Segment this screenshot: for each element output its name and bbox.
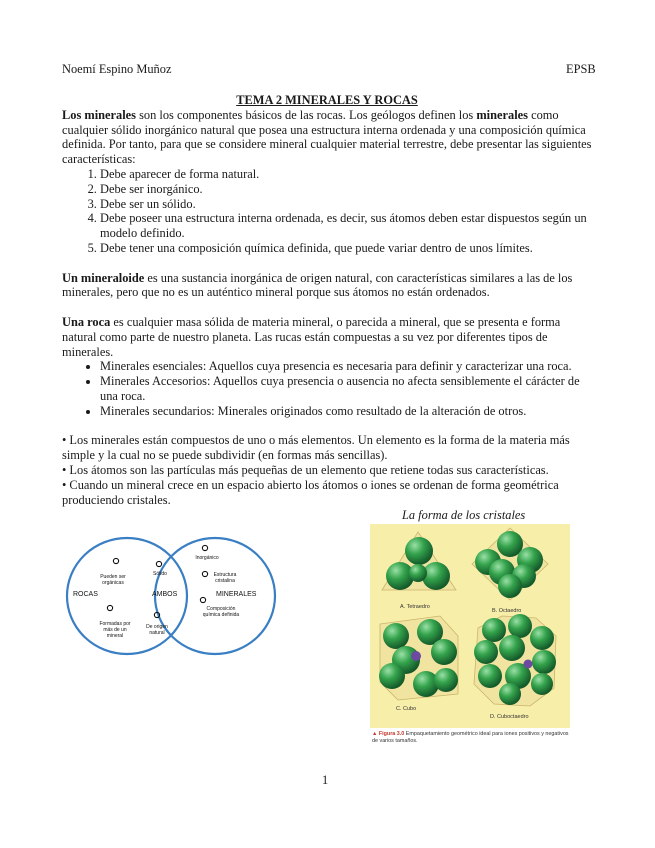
- crystal-label: D. Cuboctaedro: [490, 714, 529, 720]
- mineral-types-list: [62, 359, 592, 418]
- venn-right-item: Inorgánico: [195, 555, 219, 561]
- venn-label-ambos: AMBOS: [152, 591, 178, 598]
- list-item: 1. Debe aparecer de forma natural.: [100, 167, 592, 182]
- list-item: 4. Debe poseer una estructura interna ordenada, es decir, sus átomos deben estar dispuestos según un modelo definido.: [100, 211, 592, 241]
- venn-marker: [202, 571, 207, 576]
- venn-center-item: Sólido: [153, 571, 167, 577]
- document-body: [62, 93, 592, 507]
- intro-text-1: son los componentes básicos de las rocas. Los geólogos definen los: [136, 107, 477, 122]
- intro-paragraph: [62, 108, 592, 167]
- list-item: • Minerales Accesorios: Aquellos cuya presencia o ausencia no afecta sensiblemente el cárácter de una roca.: [100, 374, 592, 404]
- venn-text-line: más de un: [103, 627, 127, 633]
- mineraloid-text: es una sustancia inorgánica de origen natural, con características similares a las de los minerales, pero que no es un auténtico mineral porque sus átomos no están ordenados.: [62, 270, 573, 300]
- venn-diagram: [65, 533, 290, 663]
- header-author: Noemí Espino Muñoz: [62, 62, 172, 76]
- venn-marker: [200, 597, 205, 602]
- crystal-figure: [370, 524, 570, 728]
- rock-paragraph: [62, 315, 592, 359]
- crystal-cube: [379, 616, 458, 700]
- crystal-illustration: [370, 524, 570, 728]
- caption-text: Empaquetamiento geométrico ideal para iones positivos y negativos de varios tamaños.: [372, 731, 569, 744]
- list-item: • Minerales secundarios: Minerales originados como resultado de la alteración de otros.: [100, 404, 592, 419]
- intro-text-2: como cualquier sólido inorgánico natural que posea una estructura interna ordenada y una composición química definida. Por tanto, para que se considere mineral cualquier material terrestre, debe presentar las siguientes características:: [62, 107, 592, 167]
- crystal-octahedron: [472, 528, 548, 600]
- rock-text: es cualquier masa sólida de materia mineral, o parecida a mineral, que se presenta e forma natural como parte de nuestro planeta. Las rucas están compuestas a su vez por diferentes tipos de minerales.: [62, 314, 561, 359]
- crystal-cuboctahedron: [474, 614, 556, 706]
- venn-text-line: De origen: [146, 624, 168, 630]
- list-item: • Minerales esenciales: Aquellos cuya presencia es necesaria para definir y caracterizar una roca.: [100, 359, 592, 374]
- crystal-figure-title: La forma de los cristales: [402, 508, 526, 522]
- venn-text-line: Formadas por: [99, 621, 131, 627]
- caption-lead: ▲ Figura 3.0: [372, 731, 405, 737]
- venn-text-line: mineral: [106, 633, 124, 639]
- venn-text-line: Composición: [206, 606, 236, 612]
- venn-text-line: cristalina: [215, 578, 235, 584]
- list-item: 5. Debe tener una composición química definida, que puede variar dentro de unos límites.: [100, 241, 592, 256]
- venn-right-item: [203, 606, 240, 618]
- fact-line: • Los átomos son las partículas más pequeñas de un elemento que retiene todas sus características.: [62, 462, 549, 477]
- venn-label-minerales: MINERALES: [216, 591, 257, 598]
- venn-left-item: [100, 574, 126, 586]
- fact-line: • Los minerales están compuestos de uno o más elementos. Un elemento es la forma de la materia más simple y la cual no se puede subdividir (en formas más sencillas).: [62, 433, 570, 463]
- page-number: 1: [322, 773, 329, 787]
- intro-bold-2: minerales: [476, 107, 528, 122]
- page-title: TEMA 2 MINERALES Y ROCAS: [236, 93, 418, 107]
- list-item: 3. Debe ser un sólido.: [100, 197, 592, 212]
- crystal-tetrahedron: [382, 532, 456, 590]
- crystal-label: A. Tetraedro: [400, 604, 430, 610]
- venn-text-line: natural: [149, 630, 165, 636]
- venn-label-rocas: ROCAS: [73, 591, 98, 598]
- venn-right-item: [214, 572, 237, 584]
- mineraloid-paragraph: [62, 271, 592, 301]
- venn-center-item: [146, 624, 168, 636]
- crystal-caption: [372, 731, 572, 745]
- rock-bold: Una roca: [62, 314, 111, 329]
- venn-marker: [113, 558, 118, 563]
- characteristics-list: [62, 167, 592, 256]
- venn-text-line: Pueden ser: [100, 574, 126, 580]
- venn-marker: [107, 605, 112, 610]
- venn-left-item: [99, 621, 130, 639]
- venn-marker: [202, 545, 207, 550]
- venn-text-line: química definida: [202, 612, 240, 618]
- header-school: EPSB: [566, 62, 596, 76]
- list-item: 2. Debe ser inorgánico.: [100, 182, 592, 197]
- intro-bold-1: Los minerales: [62, 107, 136, 122]
- venn-text-line: orgánicas: [102, 580, 124, 586]
- crystal-label: C. Cubo: [396, 706, 417, 712]
- venn-text-line: Estructura: [213, 572, 237, 578]
- fact-line: • Cuando un mineral crece en un espacio abierto los átomos o iones se ordenan de forma geométrica produciendo cristales.: [62, 477, 559, 507]
- venn-marker: [156, 561, 161, 566]
- crystal-label: B. Octaedro: [492, 608, 522, 614]
- mineraloid-bold: Un mineraloide: [62, 270, 145, 285]
